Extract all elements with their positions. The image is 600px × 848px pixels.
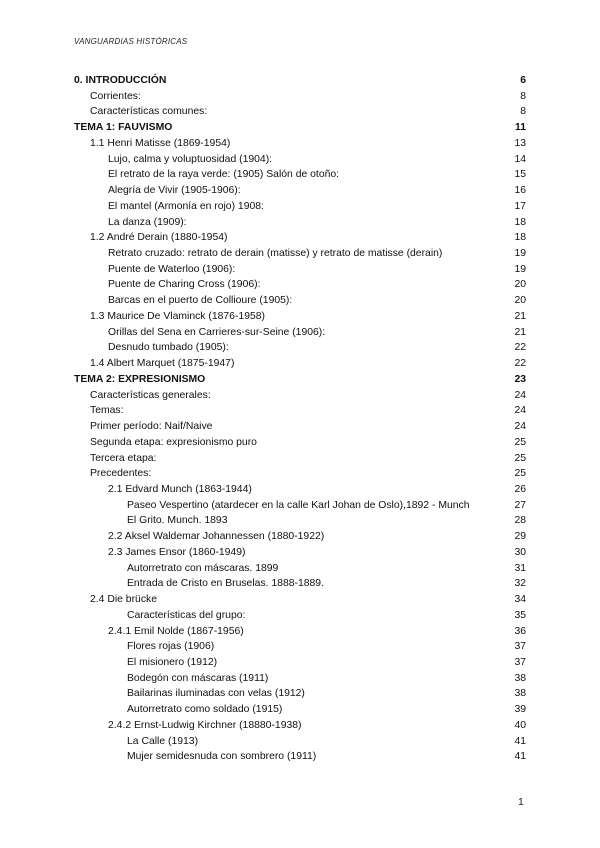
toc-entry[interactable]	[90, 451, 526, 467]
toc-entry[interactable]	[127, 639, 526, 655]
toc-entry-page: 8	[520, 90, 526, 102]
toc-entry-page: 14	[514, 153, 526, 165]
toc-entry-title: La danza (1909):	[108, 216, 187, 228]
toc-entry-title: 2.3 James Ensor (1860-1949)	[108, 546, 246, 558]
toc-entry-page: 25	[514, 468, 526, 480]
toc-entry-title: Corrientes:	[90, 90, 141, 102]
toc-entry[interactable]	[108, 152, 526, 168]
toc-entry[interactable]	[108, 529, 526, 545]
toc-entry[interactable]	[127, 671, 526, 687]
toc-entry-title: Desnudo tumbado (1905):	[108, 342, 229, 354]
toc-entry-title: Características comunes:	[90, 106, 208, 118]
toc-entry-page: 18	[514, 232, 526, 244]
toc-entry-title: Retrato cruzado: retrato de derain (matisse) y retrato de matisse (derain)	[108, 248, 443, 260]
toc-entry-page: 20	[514, 279, 526, 291]
toc-entry-title: 1.4 Albert Marquet (1875-1947)	[90, 358, 235, 370]
toc-entry[interactable]	[90, 403, 526, 419]
page-number: 1	[518, 796, 524, 808]
toc-entry-page: 21	[514, 310, 526, 322]
toc-entry[interactable]	[108, 624, 526, 640]
toc-entry-page: 32	[514, 578, 526, 590]
toc-entry-title: Flores rojas (1906)	[127, 641, 215, 653]
toc-entry[interactable]	[108, 246, 526, 262]
toc-entry-title: Puente de Charing Cross (1906):	[108, 279, 261, 291]
toc-entry-page: 21	[514, 326, 526, 338]
toc-entry-title: Segunda etapa: expresionismo puro	[90, 436, 257, 448]
toc-entry-title: 1.2 André Derain (1880-1954)	[90, 232, 228, 244]
toc-entry[interactable]	[108, 325, 526, 341]
toc-entry-title: 0. INTRODUCCIÓN	[74, 75, 167, 86]
toc-entry[interactable]	[90, 309, 526, 325]
toc-entry-page: 38	[514, 672, 526, 684]
toc-entry-page: 27	[514, 499, 526, 511]
toc-entry-page: 22	[514, 342, 526, 354]
toc-entry-title: Bodegón con máscaras (1911)	[127, 672, 269, 684]
toc-entry[interactable]	[108, 340, 526, 356]
toc-entry[interactable]	[90, 592, 526, 608]
toc-entry[interactable]	[90, 136, 526, 152]
toc-entry-title: TEMA 2: EXPRESIONISMO	[74, 373, 206, 385]
toc-entry[interactable]	[74, 372, 526, 388]
running-header: VANGUARDIAS HISTÓRICAS	[74, 37, 188, 46]
toc-entry-title: Alegría de Vivir (1905-1906):	[108, 185, 241, 197]
toc-entry-page: 40	[514, 719, 526, 731]
toc-entry[interactable]	[127, 608, 526, 624]
toc-entry-page: 34	[514, 594, 526, 606]
toc-entry-page: 11	[515, 122, 526, 134]
toc-entry-title: Mujer semidesnuda con sombrero (1911)	[127, 751, 317, 763]
toc-entry-title: 2.4.2 Ernst-Ludwig Kirchner (18880-1938)	[108, 719, 302, 731]
toc-entry-title: Autorretrato como soldado (1915)	[127, 704, 283, 716]
toc-entry-page: 30	[514, 546, 526, 558]
toc-entry-page: 26	[514, 483, 526, 495]
toc-entry-title: Barcas en el puerto de Collioure (1905):	[108, 295, 293, 307]
toc-entry[interactable]	[127, 749, 526, 765]
toc-entry-page: 24	[514, 389, 526, 401]
toc-entry-page: 31	[514, 562, 526, 574]
toc-entry-page: 24	[514, 405, 526, 417]
toc-entry-title: El retrato de la raya verde: (1905) Salón de otoño:	[108, 169, 340, 181]
toc-entry[interactable]	[74, 73, 526, 89]
toc-entry-page: 38	[514, 688, 526, 700]
toc-entry-title: TEMA 1: FAUVISMO	[74, 122, 173, 134]
toc-entry[interactable]	[108, 718, 526, 734]
toc-entry-page: 15	[514, 169, 526, 181]
toc-entry-page: 29	[514, 531, 526, 543]
toc-entry[interactable]	[108, 293, 526, 309]
toc-entry-title: Lujo, calma y voluptuosidad (1904):	[108, 153, 273, 165]
toc-entry[interactable]	[108, 215, 526, 231]
toc-entry[interactable]	[90, 388, 526, 404]
toc-entry-page: 25	[514, 436, 526, 448]
toc-entry[interactable]	[90, 104, 526, 120]
toc-entry[interactable]	[90, 356, 526, 372]
toc-entry[interactable]	[74, 120, 526, 136]
toc-entry-page: 19	[514, 248, 526, 260]
toc-entry-title: Tercera etapa:	[90, 452, 157, 464]
toc-entry-title: Entrada de Cristo en Bruselas. 1888-1889.	[127, 578, 324, 590]
toc-entry-page: 13	[514, 137, 526, 149]
toc-entry-page: 18	[514, 216, 526, 228]
toc-entry-page: 41	[514, 751, 526, 763]
toc-entry-title: Orillas del Sena en Carrieres-sur-Seine (1906):	[108, 326, 326, 338]
toc-entry-page: 19	[514, 263, 526, 275]
toc-entry-page: 23	[514, 373, 526, 385]
toc-entry[interactable]	[127, 513, 526, 529]
toc-entry-title: El Grito. Munch. 1893	[127, 515, 228, 527]
toc-entry-page: 36	[514, 625, 526, 637]
toc-entry[interactable]	[108, 167, 526, 183]
toc-entry-page: 37	[514, 657, 526, 668]
toc-entry-page: 16	[514, 185, 526, 197]
toc-entry-title: Características del grupo:	[127, 609, 246, 621]
toc-entry-title: 1.3 Maurice De Vlaminck (1876-1958)	[90, 310, 265, 322]
toc-entry[interactable]	[108, 199, 526, 215]
toc-entry[interactable]	[127, 561, 526, 577]
toc-entry-title: 2.4.1 Emil Nolde (1867-1956)	[108, 625, 244, 637]
toc-entry[interactable]	[127, 734, 526, 750]
toc-entry[interactable]	[108, 545, 526, 561]
toc-entry[interactable]	[127, 702, 526, 718]
toc-entry[interactable]	[127, 498, 526, 514]
toc-entry-title: Primer período: Naif/Naive	[90, 421, 213, 433]
toc-entry-title: 2.1 Edvard Munch (1863-1944)	[108, 483, 252, 495]
toc-entry-page: 37	[514, 641, 526, 653]
toc-entry-title: 2.2 Aksel Waldemar Johannessen (1880-1922)	[108, 531, 325, 543]
toc-entry[interactable]	[108, 183, 526, 199]
toc-entry[interactable]	[90, 466, 526, 482]
toc-entry-page: 41	[514, 735, 526, 747]
toc-entry-page: 24	[514, 421, 526, 433]
toc-entry-title: El misionero (1912)	[127, 657, 218, 668]
toc-entry[interactable]	[108, 277, 526, 293]
toc-entry[interactable]	[108, 262, 526, 278]
toc-entry-page: 28	[514, 515, 526, 527]
toc-entry[interactable]	[108, 482, 526, 498]
toc-entry-page: 8	[520, 106, 526, 118]
toc-entry-title: Autorretrato con máscaras. 1899	[127, 562, 279, 574]
toc-entry[interactable]	[90, 435, 526, 451]
toc-entry[interactable]	[127, 576, 526, 592]
toc-entry-title: Paseo Vespertino (atardecer en la calle Karl Johan de Oslo),1892 - Munch	[127, 499, 470, 511]
toc-entry[interactable]	[90, 89, 526, 105]
toc-entry-page: 25	[514, 452, 526, 464]
toc-entry-title: 2.4 Die brücke	[90, 594, 157, 606]
toc-entry-page: 6	[520, 75, 526, 86]
toc-entry[interactable]	[90, 419, 526, 435]
toc-entry[interactable]	[127, 686, 526, 702]
toc-entry-title: 1.1 Henri Matisse (1869-1954)	[90, 137, 231, 149]
toc-entry-page: 22	[514, 358, 526, 370]
toc-entry-title: Temas:	[90, 405, 124, 417]
toc-entry-page: 35	[514, 609, 526, 621]
toc-entry-title: Precedentes:	[90, 468, 152, 480]
toc-entry-title: El mantel (Armonía en rojo) 1908:	[108, 200, 264, 212]
toc-entry-title: Características generales:	[90, 389, 211, 401]
toc-entry-title: La Calle (1913)	[127, 735, 199, 747]
toc-entry-page: 20	[514, 295, 526, 307]
toc-entry-page: 39	[514, 704, 526, 716]
toc-entry-title: Bailarinas iluminadas con velas (1912)	[127, 688, 305, 700]
toc-entry[interactable]	[127, 655, 526, 671]
toc-entry-page: 17	[514, 200, 526, 212]
toc-entry[interactable]	[90, 230, 526, 246]
toc-entry-title: Puente de Waterloo (1906):	[108, 263, 236, 275]
